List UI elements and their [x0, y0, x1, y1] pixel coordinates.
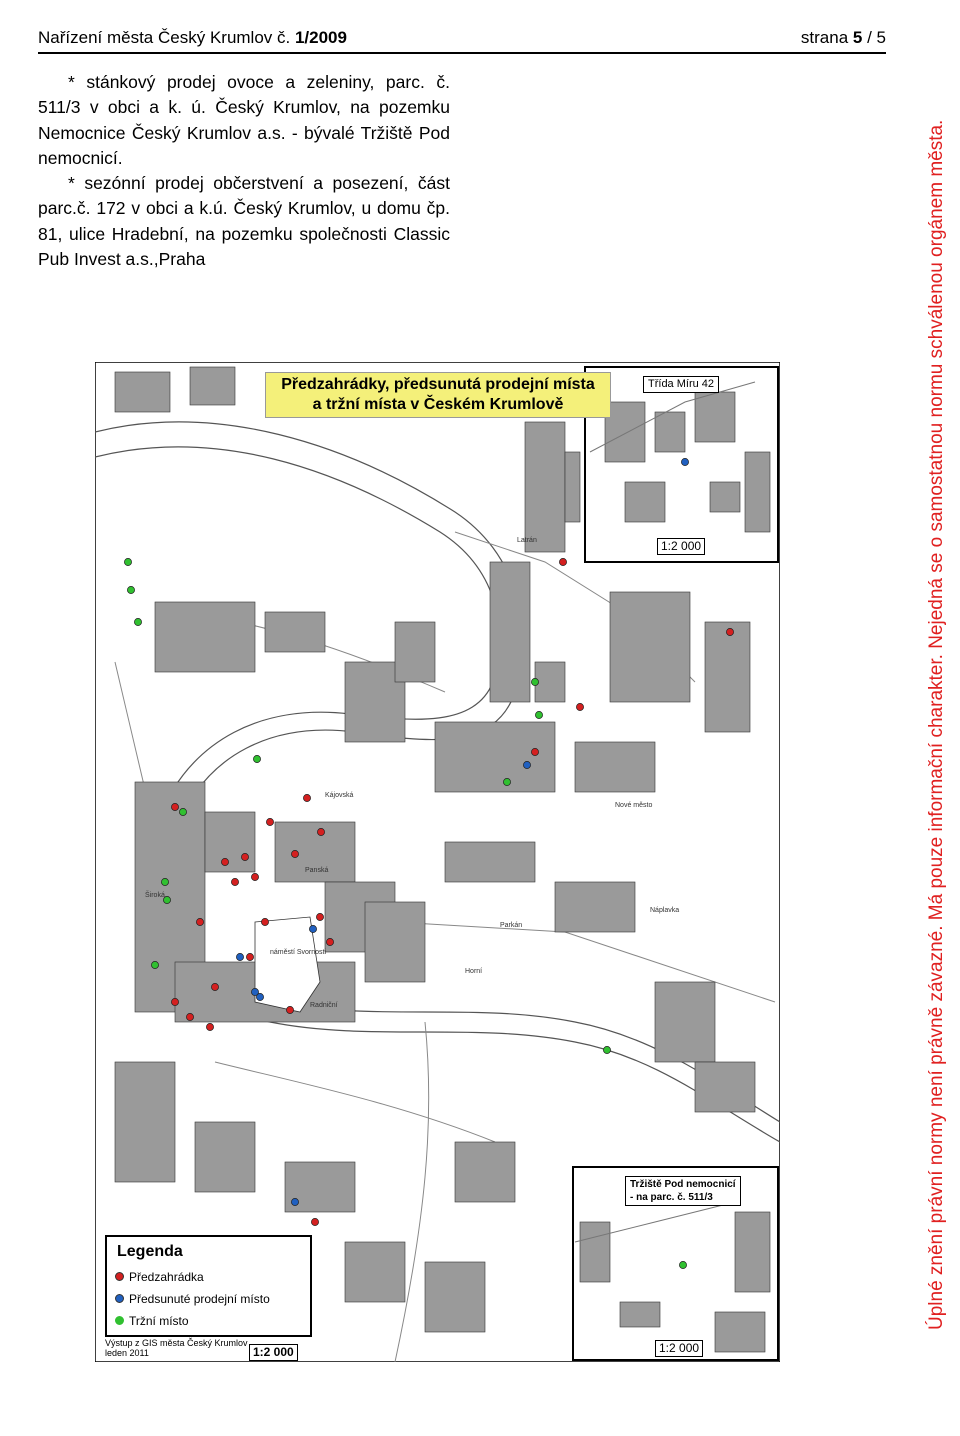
page-header: [38, 28, 886, 52]
scale-inset-bottom: 1:2 000: [655, 1340, 703, 1357]
predzahradka-marker: [326, 938, 333, 945]
predzahradka-marker: [196, 918, 203, 925]
street-label-siroka: Široká: [145, 892, 165, 899]
predzahradka-marker: [531, 748, 538, 755]
predzahradka-marker: [559, 558, 566, 565]
legend-item-label: Předsunuté prodejní místo: [129, 1292, 270, 1306]
street-label-parkan: Parkán: [500, 922, 523, 929]
predzahradka-marker: [241, 853, 248, 860]
street-label-latran: Latrán: [517, 537, 537, 544]
trzni-misto-marker: [679, 1261, 686, 1268]
predzahradka-marker: [171, 803, 178, 810]
map-source: [105, 1338, 248, 1358]
predzahradka-marker: [726, 628, 733, 635]
map-legend: [105, 1235, 312, 1337]
predsunute-misto-marker: [523, 761, 530, 768]
predzahradka-marker: [261, 918, 268, 925]
legend-item-trzni: [129, 1314, 189, 1328]
predzahradka-marker: [171, 998, 178, 1005]
inset-label-trziste-line1: Tržiště Pod nemocnicí: [630, 1179, 736, 1190]
legend-item-label: Předzahrádka: [129, 1270, 204, 1284]
paragraph-seasonal-sale: * sezónní prodej občerstvení a posezení, část parc.č. 172 v obci a k.ú. Český Krumlov, u domu čp. 81, ulice Hradební, na pozemku společnosti Classic Pub Invest a.s.,Praha: [38, 173, 450, 270]
predsunute-misto-marker: [681, 458, 688, 465]
street-label-panska: Panská: [305, 867, 329, 874]
legal-disclaimer: Úplné znění právní normy není právně závazné. Má pouze informační charakter. Nejedná se o samostatnou normu schválenou orgánem města.: [926, 119, 947, 1330]
predzahradka-marker: [251, 873, 258, 880]
predzahradka-marker: [231, 878, 238, 885]
scale-inset-top: 1:2 000: [657, 538, 705, 555]
street-label-kajovska: Kájovská: [325, 792, 354, 799]
predzahradka-marker: [221, 858, 228, 865]
map-title-line1: Předzahrádky, předsunutá prodejní místa: [281, 376, 595, 393]
map-title: [265, 372, 611, 418]
header-rule: [38, 52, 886, 54]
inset-label-trida-miru: Třída Míru 42: [643, 376, 719, 393]
map-source-line2: leden 2011: [105, 1348, 149, 1358]
paragraph-market-stall: * stánkový prodej ovoce a zeleniny, parc. č. 511/3 v obci a k. ú. Český Krumlov, na pozemku Nemocnice Český Krumlov a.s. - bývalé Tržiště Pod nemocnicí.: [38, 72, 450, 168]
legend-blue-dot-icon: [115, 1294, 124, 1303]
legend-title: Legenda: [117, 1243, 183, 1260]
trzni-misto-marker: [503, 778, 510, 785]
legend-red-dot-icon: [115, 1272, 124, 1281]
body-text: [38, 70, 450, 272]
inset-label-trziste: [625, 1176, 741, 1206]
legend-item-predsunute: [129, 1292, 270, 1306]
predzahradka-marker: [317, 828, 324, 835]
document-title: Nařízení města Český Krumlov č. 1/2009: [38, 28, 347, 47]
inset-label-trziste-line2: - na parc. č. 511/3: [630, 1192, 713, 1203]
map-figure: [95, 362, 780, 1362]
predzahradka-marker: [316, 913, 323, 920]
predzahradka-marker: [286, 1006, 293, 1013]
scale-main: 1:2 000: [249, 1344, 298, 1361]
trzni-misto-marker: [134, 618, 141, 625]
predsunute-misto-marker: [236, 953, 243, 960]
trzni-misto-marker: [124, 558, 131, 565]
street-label-naplavka: Náplavka: [650, 907, 680, 914]
street-label-horni: Horní: [465, 968, 483, 975]
page-number: strana 5 / 5: [800, 28, 886, 47]
map-source-line1: Výstup z GIS města Český Krumlov: [105, 1338, 248, 1348]
trzni-misto-marker: [603, 1046, 610, 1053]
street-label-nove-mesto: Nové město: [615, 802, 653, 809]
legend-green-dot-icon: [115, 1316, 124, 1325]
predsunute-misto-marker: [256, 993, 263, 1000]
legend-item-label: Tržní místo: [129, 1314, 189, 1328]
predzahradka-marker: [186, 1013, 193, 1020]
predzahradka-marker: [211, 983, 218, 990]
predzahradka-marker: [311, 1218, 318, 1225]
city-map: [95, 362, 780, 1362]
trzni-misto-marker: [179, 808, 186, 815]
legend-item-predzahradka: [129, 1270, 204, 1284]
map-title-line2: a tržní místa v Českém Krumlově: [312, 396, 564, 413]
trzni-misto-marker: [151, 961, 158, 968]
predzahradka-marker: [266, 818, 273, 825]
predzahradka-marker: [291, 850, 298, 857]
trzni-misto-marker: [531, 678, 538, 685]
predsunute-misto-marker: [309, 925, 316, 932]
trzni-misto-marker: [535, 711, 542, 718]
predsunute-misto-marker: [291, 1198, 298, 1205]
trzni-misto-marker: [127, 586, 134, 593]
predzahradka-marker: [206, 1023, 213, 1030]
predzahradka-marker: [246, 953, 253, 960]
trzni-misto-marker: [161, 878, 168, 885]
street-label-radnicni: Radniční: [310, 1002, 338, 1009]
predzahradka-marker: [303, 794, 310, 801]
predzahradka-marker: [576, 703, 583, 710]
street-label-namesti: náměstí Svornosti: [270, 949, 327, 956]
trzni-misto-marker: [253, 755, 260, 762]
